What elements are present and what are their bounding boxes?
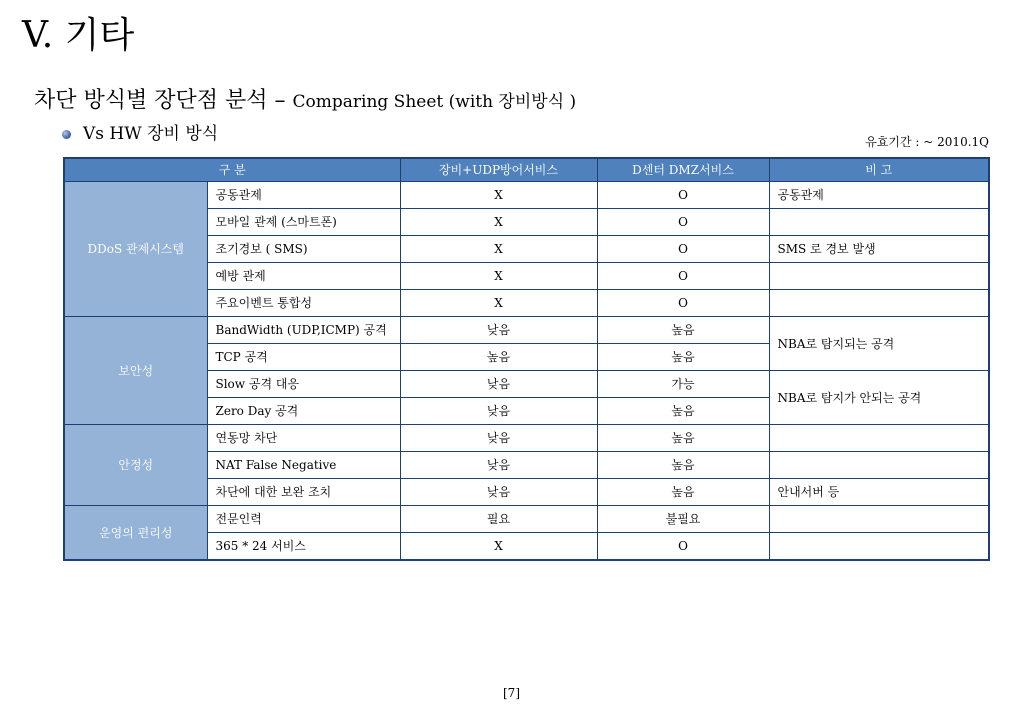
page-title: V. 기타 (22, 15, 135, 56)
table-row (64, 425, 989, 452)
item-cell: 전문인력 (207, 506, 400, 533)
dmz-value: 높음 (597, 425, 769, 452)
remark-cell: NBA로 탐지가 안되는 공격 (769, 371, 989, 425)
header-dcenter-dmz: D센터 DMZ서비스 (597, 158, 769, 182)
table-header-row (64, 158, 989, 182)
dmz-value: 높음 (597, 479, 769, 506)
section-subtitle (34, 86, 576, 117)
subtitle-korean: 차단 방식별 장단점 분석 – (34, 88, 293, 113)
item-cell: 365 * 24 서비스 (207, 533, 400, 561)
equipment-value: X (400, 209, 597, 236)
equipment-value: 낮음 (400, 371, 597, 398)
item-cell: 모바일 관제 (스마트폰) (207, 209, 400, 236)
subtitle-english: Comparing Sheet (with 장비방식 ) (292, 92, 577, 112)
equipment-value: X (400, 533, 597, 561)
dmz-value: 높음 (597, 452, 769, 479)
header-remarks: 비 고 (769, 158, 989, 182)
item-cell: 공동관제 (207, 182, 400, 209)
remark-cell (769, 506, 989, 533)
dmz-value: O (597, 263, 769, 290)
remark-cell (769, 290, 989, 317)
dmz-value: O (597, 182, 769, 209)
dmz-value: O (597, 236, 769, 263)
item-cell: 예방 관제 (207, 263, 400, 290)
dmz-value: 불필요 (597, 506, 769, 533)
remark-cell: NBA로 탐지되는 공격 (769, 317, 989, 371)
dmz-value: 가능 (597, 371, 769, 398)
dmz-value: 높음 (597, 344, 769, 371)
table-row (64, 182, 989, 209)
remark-cell (769, 533, 989, 561)
equipment-value: X (400, 290, 597, 317)
comparison-table (63, 157, 990, 561)
category-cell: 안정성 (64, 425, 207, 506)
remark-cell (769, 263, 989, 290)
equipment-value: X (400, 263, 597, 290)
equipment-value: X (400, 236, 597, 263)
validity-note: 유효기간 : ~ 2010.1Q (865, 135, 989, 149)
category-cell: 운영의 편리성 (64, 506, 207, 561)
equipment-value: 낮음 (400, 398, 597, 425)
dmz-value: O (597, 209, 769, 236)
equipment-value: 낮음 (400, 452, 597, 479)
remark-cell: 안내서버 등 (769, 479, 989, 506)
equipment-value: 높음 (400, 344, 597, 371)
bullet-icon (62, 130, 71, 139)
item-cell: TCP 공격 (207, 344, 400, 371)
header-category: 구 분 (64, 158, 400, 182)
equipment-value: 낮음 (400, 317, 597, 344)
item-cell: 연동망 차단 (207, 425, 400, 452)
remark-cell: 공동관제 (769, 182, 989, 209)
dmz-value: O (597, 290, 769, 317)
item-cell: Slow 공격 대응 (207, 371, 400, 398)
remark-cell: SMS 로 경보 발생 (769, 236, 989, 263)
dmz-value: 높음 (597, 398, 769, 425)
item-cell: Zero Day 공격 (207, 398, 400, 425)
item-cell: 주요이벤트 통합성 (207, 290, 400, 317)
bullet-heading (62, 122, 218, 146)
header-equipment-udp: 장비+UDP방어서비스 (400, 158, 597, 182)
item-cell: 차단에 대한 보완 조치 (207, 479, 400, 506)
item-cell: BandWidth (UDP,ICMP) 공격 (207, 317, 400, 344)
equipment-value: 낮음 (400, 425, 597, 452)
equipment-value: 필요 (400, 506, 597, 533)
dmz-value: 높음 (597, 317, 769, 344)
item-cell: NAT False Negative (207, 452, 400, 479)
bullet-text: Vs HW 장비 방식 (83, 124, 219, 144)
table-row (64, 506, 989, 533)
remark-cell (769, 425, 989, 452)
category-cell: 보안성 (64, 317, 207, 425)
remark-cell (769, 209, 989, 236)
dmz-value: O (597, 533, 769, 561)
item-cell: 조기경보 ( SMS) (207, 236, 400, 263)
equipment-value: X (400, 182, 597, 209)
category-cell: DDoS 관제시스템 (64, 182, 207, 317)
remark-cell (769, 452, 989, 479)
page-number: [7] (503, 686, 520, 700)
table-row (64, 317, 989, 344)
equipment-value: 낮음 (400, 479, 597, 506)
